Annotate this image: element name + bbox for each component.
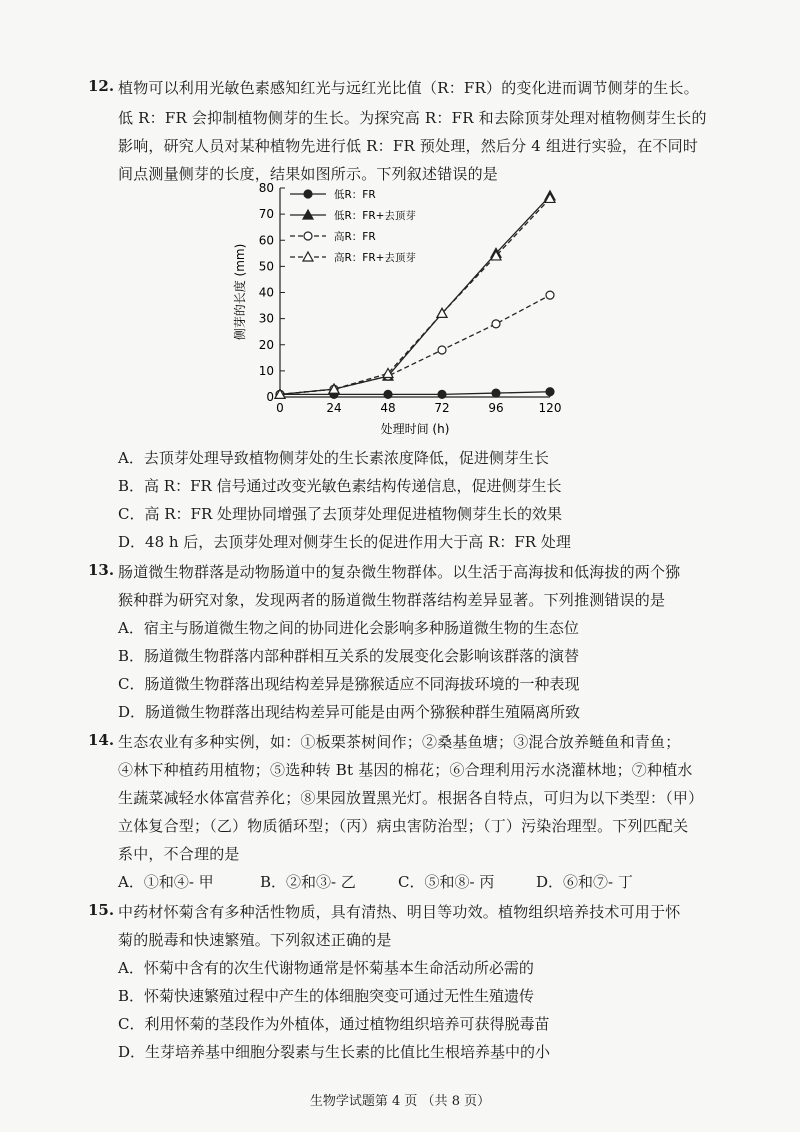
question-12-stem-line: 间点测量侧芽的长度，结果如图所示。下列叙述错误的是: [118, 165, 499, 183]
data-point: [546, 388, 554, 396]
series-line: [280, 392, 550, 395]
y-tick-label: 60: [258, 233, 274, 248]
legend-marker: [303, 252, 313, 261]
question-14-option-a: A．①和④- 甲: [118, 873, 214, 891]
legend-label: 低R：FR: [334, 189, 376, 201]
question-15-number: 15.: [88, 901, 115, 919]
question-12-number: 12.: [88, 77, 115, 95]
question-14-option-c: C．⑤和⑧- 丙: [398, 873, 495, 891]
series-line: [280, 196, 550, 395]
question-15-stem-line: 菊的脱毒和快速繁殖。下列叙述正确的是: [118, 931, 392, 949]
y-tick-label: 50: [258, 259, 274, 274]
x-tick-label: 0: [276, 401, 284, 415]
chart-y-axis-label: 侧芽的长度 (mm): [233, 243, 247, 341]
question-13-option-d: D．肠道微生物群落出现结构差异可能是由两个猕猴种群生殖隔离所致: [118, 703, 581, 721]
question-12-stem-line: 低 R：FR 会抑制植物侧芽的生长。为探究高 R：FR 和去除顶芽处理对植物侧芽生长的: [118, 109, 707, 127]
question-13-option-b: B．肠道微生物群落内部种群相互关系的发展变化会影响该群落的演替: [118, 647, 580, 665]
question-14-option-b: B．②和③- 乙: [260, 873, 356, 891]
chart-x-axis-label: 处理时间 (h): [380, 422, 450, 436]
question-15-option-d: D．生芽培养基中细胞分裂素与生长素的比值比生根培养基中的小: [118, 1043, 551, 1061]
legend-marker: [304, 232, 312, 240]
lateral-bud-length-chart: [230, 180, 590, 445]
question-13-number: 13.: [88, 561, 115, 579]
y-tick-label: 0: [266, 390, 274, 404]
x-tick-label: 72: [434, 401, 450, 415]
question-14-number: 14.: [88, 731, 115, 749]
question-13-stem-line: 猴种群为研究对象，发现两者的肠道微生物群落结构差异显著。下列推测错误的是: [118, 591, 666, 609]
question-15-option-a: A．怀菊中含有的次生代谢物通常是怀菊基本生命活动所必需的: [118, 959, 534, 977]
question-15-option-c: C．利用怀菊的茎段作为外植体，通过植物组织培养可获得脱毒苗: [118, 1015, 550, 1033]
question-12-option-c: C．高 R：FR 处理协同增强了去顶芽处理促进植物侧芽生长的效果: [118, 505, 563, 523]
data-point: [438, 390, 446, 398]
data-point: [438, 346, 446, 354]
question-14-stem-line: 立体复合型；（乙）物质循环型；（丙）病虫害防治型；（丁）污染治理型。下列匹配关: [118, 817, 689, 835]
question-14-stem-line: ④林下种植药用植物；⑤选种转 Bt 基因的棉花；⑥合理利用污水浇灌林地；⑦种植水: [118, 761, 693, 779]
legend-label: 高R：FR+去顶芽: [334, 252, 416, 264]
data-point: [546, 291, 554, 299]
question-15-stem-line: 中药材怀菊含有多种活性物质，具有清热、明目等功效。植物组织培养技术可用于怀: [118, 903, 681, 921]
y-tick-label: 20: [258, 337, 274, 352]
series-line: [280, 198, 550, 394]
question-14-stem-line: 生蔬菜减轻水体富营养化；⑧果园放置黑光灯。根据各自特点，可归为以下类型：（甲）: [118, 789, 704, 807]
legend-marker: [304, 190, 312, 198]
question-13-option-c: C．肠道微生物群落出现结构差异是猕猴适应不同海拔环境的一种表现: [118, 675, 580, 693]
question-12-option-a: A．去顶芽处理导致植物侧芽处的生长素浓度降低，促进侧芽生长: [118, 449, 549, 467]
question-12-stem-line: 植物可以利用光敏色素感知红光与远红光比值（R：FR）的变化进而调节侧芽的生长。: [118, 79, 699, 97]
x-tick-label: 48: [380, 401, 396, 415]
question-12-stem-line: 影响，研究人员对某种植物先进行低 R：FR 预处理，然后分 4 组进行实验，在不同时: [118, 137, 699, 155]
question-14-stem-line: 系中，不合理的是: [118, 845, 240, 863]
question-14-stem-line: 生态农业有多种实例，如：①板栗茶树间作；②桑基鱼塘；③混合放养鲢鱼和青鱼；: [118, 733, 681, 751]
data-point: [384, 390, 392, 398]
question-14-option-d: D．⑥和⑦- 丁: [536, 873, 633, 891]
question-12-option-b: B．高 R：FR 信号通过改变光敏色素结构传递信息，促进侧芽生长: [118, 477, 562, 495]
x-tick-label: 120: [538, 401, 562, 415]
y-tick-label: 80: [258, 181, 274, 195]
page-footer: 生物学试题第 4 页 （共 8 页）: [309, 1094, 491, 1109]
question-13-option-a: A．宿主与肠道微生物之间的协同进化会影响多种肠道微生物的生态位: [118, 619, 579, 637]
x-tick-label: 96: [488, 401, 504, 415]
y-tick-label: 30: [258, 311, 274, 326]
data-point: [492, 389, 500, 397]
y-tick-label: 10: [258, 363, 274, 378]
legend-label: 低R：FR+去顶芽: [334, 210, 416, 222]
question-15-option-b: B．怀菊快速繁殖过程中产生的体细胞突变可通过无性生殖遗传: [118, 987, 535, 1005]
y-tick-label: 40: [258, 285, 274, 300]
x-tick-label: 24: [326, 401, 342, 415]
legend-label: 高R：FR: [334, 231, 376, 243]
data-point: [492, 320, 500, 328]
y-tick-label: 70: [258, 207, 274, 222]
question-12-option-d: D．48 h 后，去顶芽处理对侧芽生长的促进作用大于高 R：FR 处理: [118, 533, 571, 551]
question-13-stem-line: 肠道微生物群落是动物肠道中的复杂微生物群体。以生活于高海拔和低海拔的两个猕: [118, 563, 681, 581]
